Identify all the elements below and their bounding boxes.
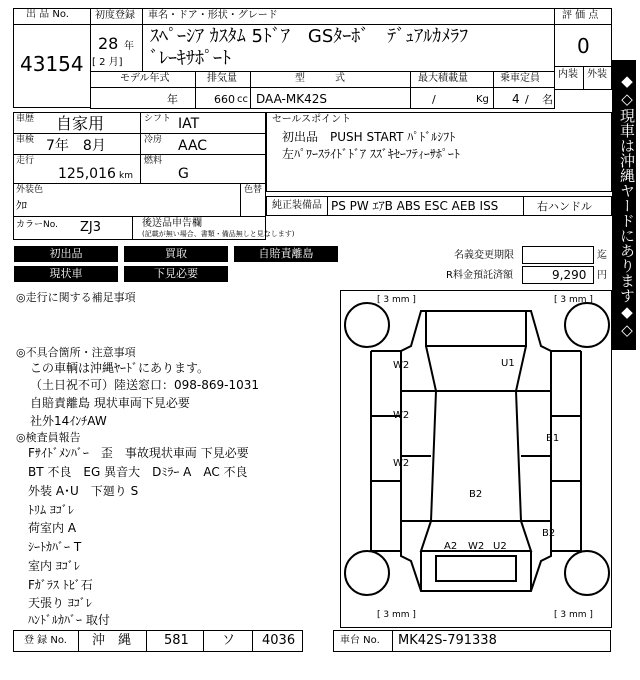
exterior-label: 外装 [587, 69, 607, 80]
inspector-title: ◎検査員報告 [16, 431, 81, 444]
shift: IAT [178, 116, 200, 132]
ext-color-label: 外装色 [16, 185, 44, 195]
chassis-number: MK42S-791338 [398, 633, 497, 648]
rear-seat-label: 後送品申告欄 [142, 218, 202, 229]
mileage-unit: km [119, 171, 133, 181]
defect-line: 自賠責離島 現状車両下見必要 [30, 396, 190, 410]
sales-points-line2: 左ﾊﾟﾜｰｽﾗｲﾄﾞﾄﾞｱ ｽｽﾞｷｾｰﾌﾃｨｰｻﾎﾟｰﾄ [282, 147, 460, 161]
damage-mark: W2 [468, 541, 485, 552]
color-change-label: 色替 [244, 185, 263, 195]
tire-depth-rr: [ 3 mm ] [554, 610, 593, 620]
max-load-label: 最大積載量 [418, 73, 468, 84]
tag-as-is: 現状車 [14, 266, 118, 282]
capacity-value: 4 [512, 92, 520, 106]
sales-points-line1: 初出品 PUSH START ﾊﾟﾄﾞﾙｼﾌﾄ [282, 130, 456, 144]
inspector-line: ﾄﾘﾑ ﾖｺﾞﾚ [28, 503, 74, 517]
plate-kana: ソ [222, 633, 236, 648]
lot-number: 43154 [20, 52, 84, 76]
history: 自家用 [56, 114, 105, 133]
interior-label: 内装 [558, 69, 578, 80]
defects-title: ◎不具合箇所・注意事項 [16, 346, 136, 359]
inspection-label: 車検 [16, 135, 35, 145]
inspector-line: Fｻｲﾄﾞﾒﾝﾊﾞｰ 歪 事故現状車両 下見必要 [28, 446, 249, 460]
fuel-label: 燃料 [144, 156, 163, 166]
tire-depth-fr: [ 3 mm ] [554, 295, 593, 305]
defect-line: この車輌は沖縄ﾔｰﾄﾞにあります。 [30, 361, 210, 375]
ac-label: 冷房 [144, 135, 163, 145]
damage-mark: B2 [469, 489, 483, 500]
fuel: G [178, 166, 189, 182]
vehicle-title-line1: ｽﾍﾟｰｼｱ ｶｽﾀﾑ 5ﾄﾞｱ GSﾀｰﾎﾞ ﾃﾞｭｱﾙｶﾒﾗﾌ [150, 26, 469, 47]
shift-label: シフト [144, 114, 172, 124]
tire-front-right [565, 303, 609, 347]
capacity-label: 乗車定員 [500, 73, 540, 84]
damage-mark: B2 [542, 528, 556, 539]
model-year-label: モデル年式 [120, 73, 170, 84]
capacity-unit: 名 [542, 93, 553, 106]
inspector-line: ｼｰﾄｶﾊﾞｰ T [28, 540, 82, 554]
max-load-unit: Kg [476, 94, 489, 105]
score: 0 [577, 34, 590, 58]
name-change-value-box [522, 246, 594, 264]
inspector-line: 室内 ﾖｺﾞﾚ [28, 559, 80, 573]
sales-points-label: セールスポイント [272, 114, 352, 125]
damage-mark: W2 [393, 458, 410, 469]
damage-mark: B1 [546, 433, 560, 444]
car-diagram [340, 290, 612, 628]
name-change-label: 名義変更期限 [454, 250, 514, 261]
color-no: ZJ3 [80, 220, 102, 235]
plate-reg-label: 登 録 No. [24, 635, 67, 646]
damage-mark: A2 [444, 541, 458, 552]
tag-first-listing: 初出品 [14, 246, 118, 262]
tire-depth-rl: [ 3 mm ] [377, 610, 416, 620]
tire-rear-left [345, 551, 389, 595]
equipment-items: PS PW ｴｱB ABS ESC AEB ISS [331, 199, 499, 213]
mileage: 125,016 [58, 166, 116, 182]
recycle-label: R料金預託済額 [446, 270, 513, 281]
color-no-label: カラーNo. [16, 220, 58, 230]
vehicle-title-label: 車名・ドア・形状・グレード [148, 10, 278, 21]
mileage-label: 走行 [16, 156, 35, 166]
ac: AAC [178, 138, 208, 154]
damage-mark: W2 [393, 360, 410, 371]
displacement-label: 排気量 [207, 73, 237, 84]
inspector-line: ﾊﾝﾄﾞﾙｶﾊﾞｰ 取付 [28, 613, 110, 627]
damage-mark: U1 [501, 358, 515, 369]
recycle-unit: 円 [597, 270, 607, 281]
first-reg-year: 28 [98, 34, 119, 53]
first-reg-label: 初度登録 [95, 10, 135, 21]
plate-number: 4036 [262, 633, 296, 648]
side-banner: ◆◇現車は沖縄ヤードにあります◆◇ [612, 60, 636, 350]
equipment-label: 純正装備品 [272, 200, 322, 211]
chassis-label: 車台 No. [340, 635, 380, 646]
lot-number-label: 出 品 No. [26, 9, 69, 20]
tag-purchase: 買取 [124, 246, 228, 262]
capacity-slash: / [525, 93, 529, 106]
inspector-line: Fｶﾞﾗｽ ﾄﾋﾞ石 [28, 578, 93, 592]
type-value: DAA-MK42S [256, 92, 327, 106]
name-change-unit: 迄 [597, 250, 607, 261]
recycle-value: 9,290 [552, 268, 587, 282]
ext-color: ｸﾛ [16, 199, 27, 212]
tire-front-left [345, 303, 389, 347]
steering: 右ハンドル [537, 200, 592, 213]
score-label: 評 価 点 [562, 10, 599, 21]
type-label: 型 式 [295, 73, 345, 84]
model-year-unit: 年 [167, 93, 178, 106]
history-label: 車歴 [16, 114, 35, 124]
inspection: 7年 8月 [46, 138, 106, 154]
damage-mark: U2 [493, 541, 507, 552]
damage-mark: W2 [393, 410, 410, 421]
inspector-line: 外装 A･U 下廻り S [28, 484, 139, 498]
rear-seat-note: (記載が無い場合、書類・備品無しと見なします) [142, 230, 295, 238]
inspector-line: 荷室内 A [28, 521, 77, 535]
defect-line: （土日祝不可）陸送窓口：098-869-1031 [30, 378, 260, 392]
plate-class-no: 581 [164, 633, 189, 648]
tag-remote-island: 自賠責離島 [234, 246, 338, 262]
first-reg-month: [ 2 月] [92, 57, 123, 68]
tire-rear-right [565, 551, 609, 595]
tag-inspection-required: 下見必要 [124, 266, 228, 282]
inspector-line: BT 不良 EG 異音大 Dﾐﾗｰ A AC 不良 [28, 465, 248, 479]
vehicle-title-line2: ﾞﾚｰｷｻﾎﾟｰﾄ [150, 48, 231, 69]
plate-region: 沖 縄 [92, 633, 132, 648]
displacement-unit: cc [237, 94, 248, 105]
inspector-line: 天張り ﾖｺﾞﾚ [28, 596, 92, 610]
displacement: 660 [214, 93, 235, 106]
defect-line: 社外14ｲﾝﾁAW [30, 414, 107, 428]
tire-depth-fl: [ 3 mm ] [377, 295, 416, 305]
max-load-value: / [432, 93, 436, 106]
mileage-notes-title: ◎走行に関する補足事項 [16, 291, 136, 304]
first-reg-year-unit: 年 [124, 41, 134, 52]
